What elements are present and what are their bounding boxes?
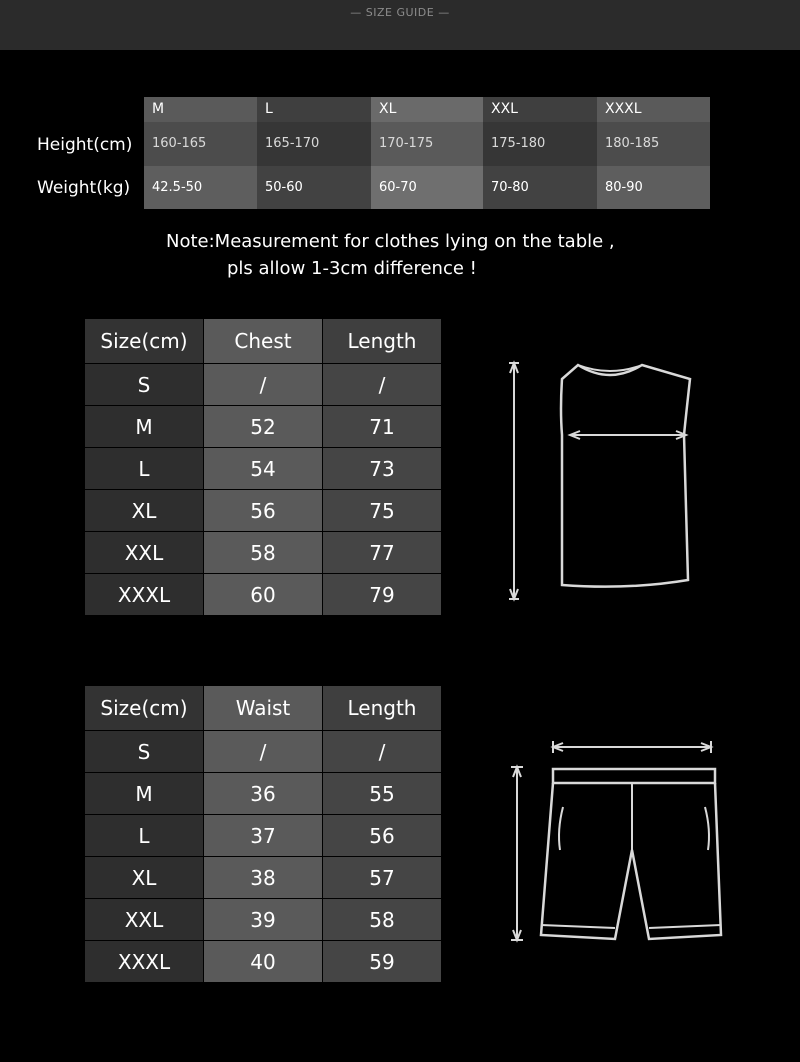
height-label: Height(cm) — [37, 135, 133, 155]
top-table-cell: 54 — [204, 448, 322, 489]
bottom-table-cell: 56 — [323, 815, 441, 856]
top-table-header-cell: Length — [323, 319, 441, 363]
height-cell: 165-170 — [257, 122, 371, 166]
bottom-table-cell: XXL — [85, 899, 203, 940]
top-table-cell: 79 — [323, 574, 441, 615]
top-table-cell: S — [85, 364, 203, 405]
bottom-table-cell: M — [85, 773, 203, 814]
bottom-table-cell: / — [323, 731, 441, 772]
top-table-cell: XXL — [85, 532, 203, 573]
top-table-cell: XL — [85, 490, 203, 531]
size-header-cell: XXL — [483, 97, 597, 122]
bottom-table-cell: 40 — [204, 941, 322, 982]
top-table-cell: 77 — [323, 532, 441, 573]
bottom-table-header-cell: Waist — [204, 686, 322, 730]
weight-label: Weight(kg) — [37, 178, 131, 198]
bottom-table-cell: S — [85, 731, 203, 772]
bottom-table-cell: XL — [85, 857, 203, 898]
height-cell: 160-165 — [144, 122, 257, 166]
top-table-cell: 75 — [323, 490, 441, 531]
top-table-cell: / — [204, 364, 322, 405]
size-header-cell: XXXL — [597, 97, 710, 122]
size-weight-grid — [144, 97, 710, 209]
bottom-table-cell: 57 — [323, 857, 441, 898]
top-table-header-cell: Chest — [204, 319, 322, 363]
size-header-cell: M — [144, 97, 257, 122]
size-guide-title: — SIZE GUIDE — — [350, 6, 450, 19]
weight-cell: 60-70 — [371, 166, 483, 209]
tank-top-icon — [509, 363, 690, 599]
top-table-cell: 73 — [323, 448, 441, 489]
weight-cell: 70-80 — [483, 166, 597, 209]
shorts-icon — [511, 741, 721, 940]
bottom-table-header-cell: Size(cm) — [85, 686, 203, 730]
shorts-diagram — [505, 735, 735, 950]
bottom-table-cell: 37 — [204, 815, 322, 856]
bottom-size-table — [85, 686, 442, 985]
weight-cell: 50-60 — [257, 166, 371, 209]
height-cell: 175-180 — [483, 122, 597, 166]
note-line-1: Note:Measurement for clothes lying on the table , — [166, 231, 615, 252]
bottom-table-cell: 38 — [204, 857, 322, 898]
bottom-table-cell: 36 — [204, 773, 322, 814]
top-table-cell: 71 — [323, 406, 441, 447]
bottom-table-cell: 39 — [204, 899, 322, 940]
top-table-cell: L — [85, 448, 203, 489]
top-table-cell: M — [85, 406, 203, 447]
bottom-table-cell: 55 — [323, 773, 441, 814]
top-table-cell: 60 — [204, 574, 322, 615]
bottom-table-header-cell: Length — [323, 686, 441, 730]
top-table-cell: / — [323, 364, 441, 405]
bottom-table-cell: 58 — [323, 899, 441, 940]
top-table-cell: 58 — [204, 532, 322, 573]
tank-top-diagram — [500, 355, 710, 605]
bottom-table-cell: / — [204, 731, 322, 772]
weight-cell: 42.5-50 — [144, 166, 257, 209]
top-table-cell: 56 — [204, 490, 322, 531]
note-line-2: pls allow 1-3cm difference ! — [227, 258, 477, 279]
weight-cell: 80-90 — [597, 166, 710, 209]
bottom-table-cell: XXXL — [85, 941, 203, 982]
size-header-cell: XL — [371, 97, 483, 122]
size-guide-header — [0, 0, 800, 50]
top-table-cell: XXXL — [85, 574, 203, 615]
height-cell: 180-185 — [597, 122, 710, 166]
top-size-table — [85, 319, 442, 618]
bottom-table-cell: L — [85, 815, 203, 856]
height-cell: 170-175 — [371, 122, 483, 166]
top-table-cell: 52 — [204, 406, 322, 447]
bottom-table-cell: 59 — [323, 941, 441, 982]
size-header-cell: L — [257, 97, 371, 122]
top-table-header-cell: Size(cm) — [85, 319, 203, 363]
